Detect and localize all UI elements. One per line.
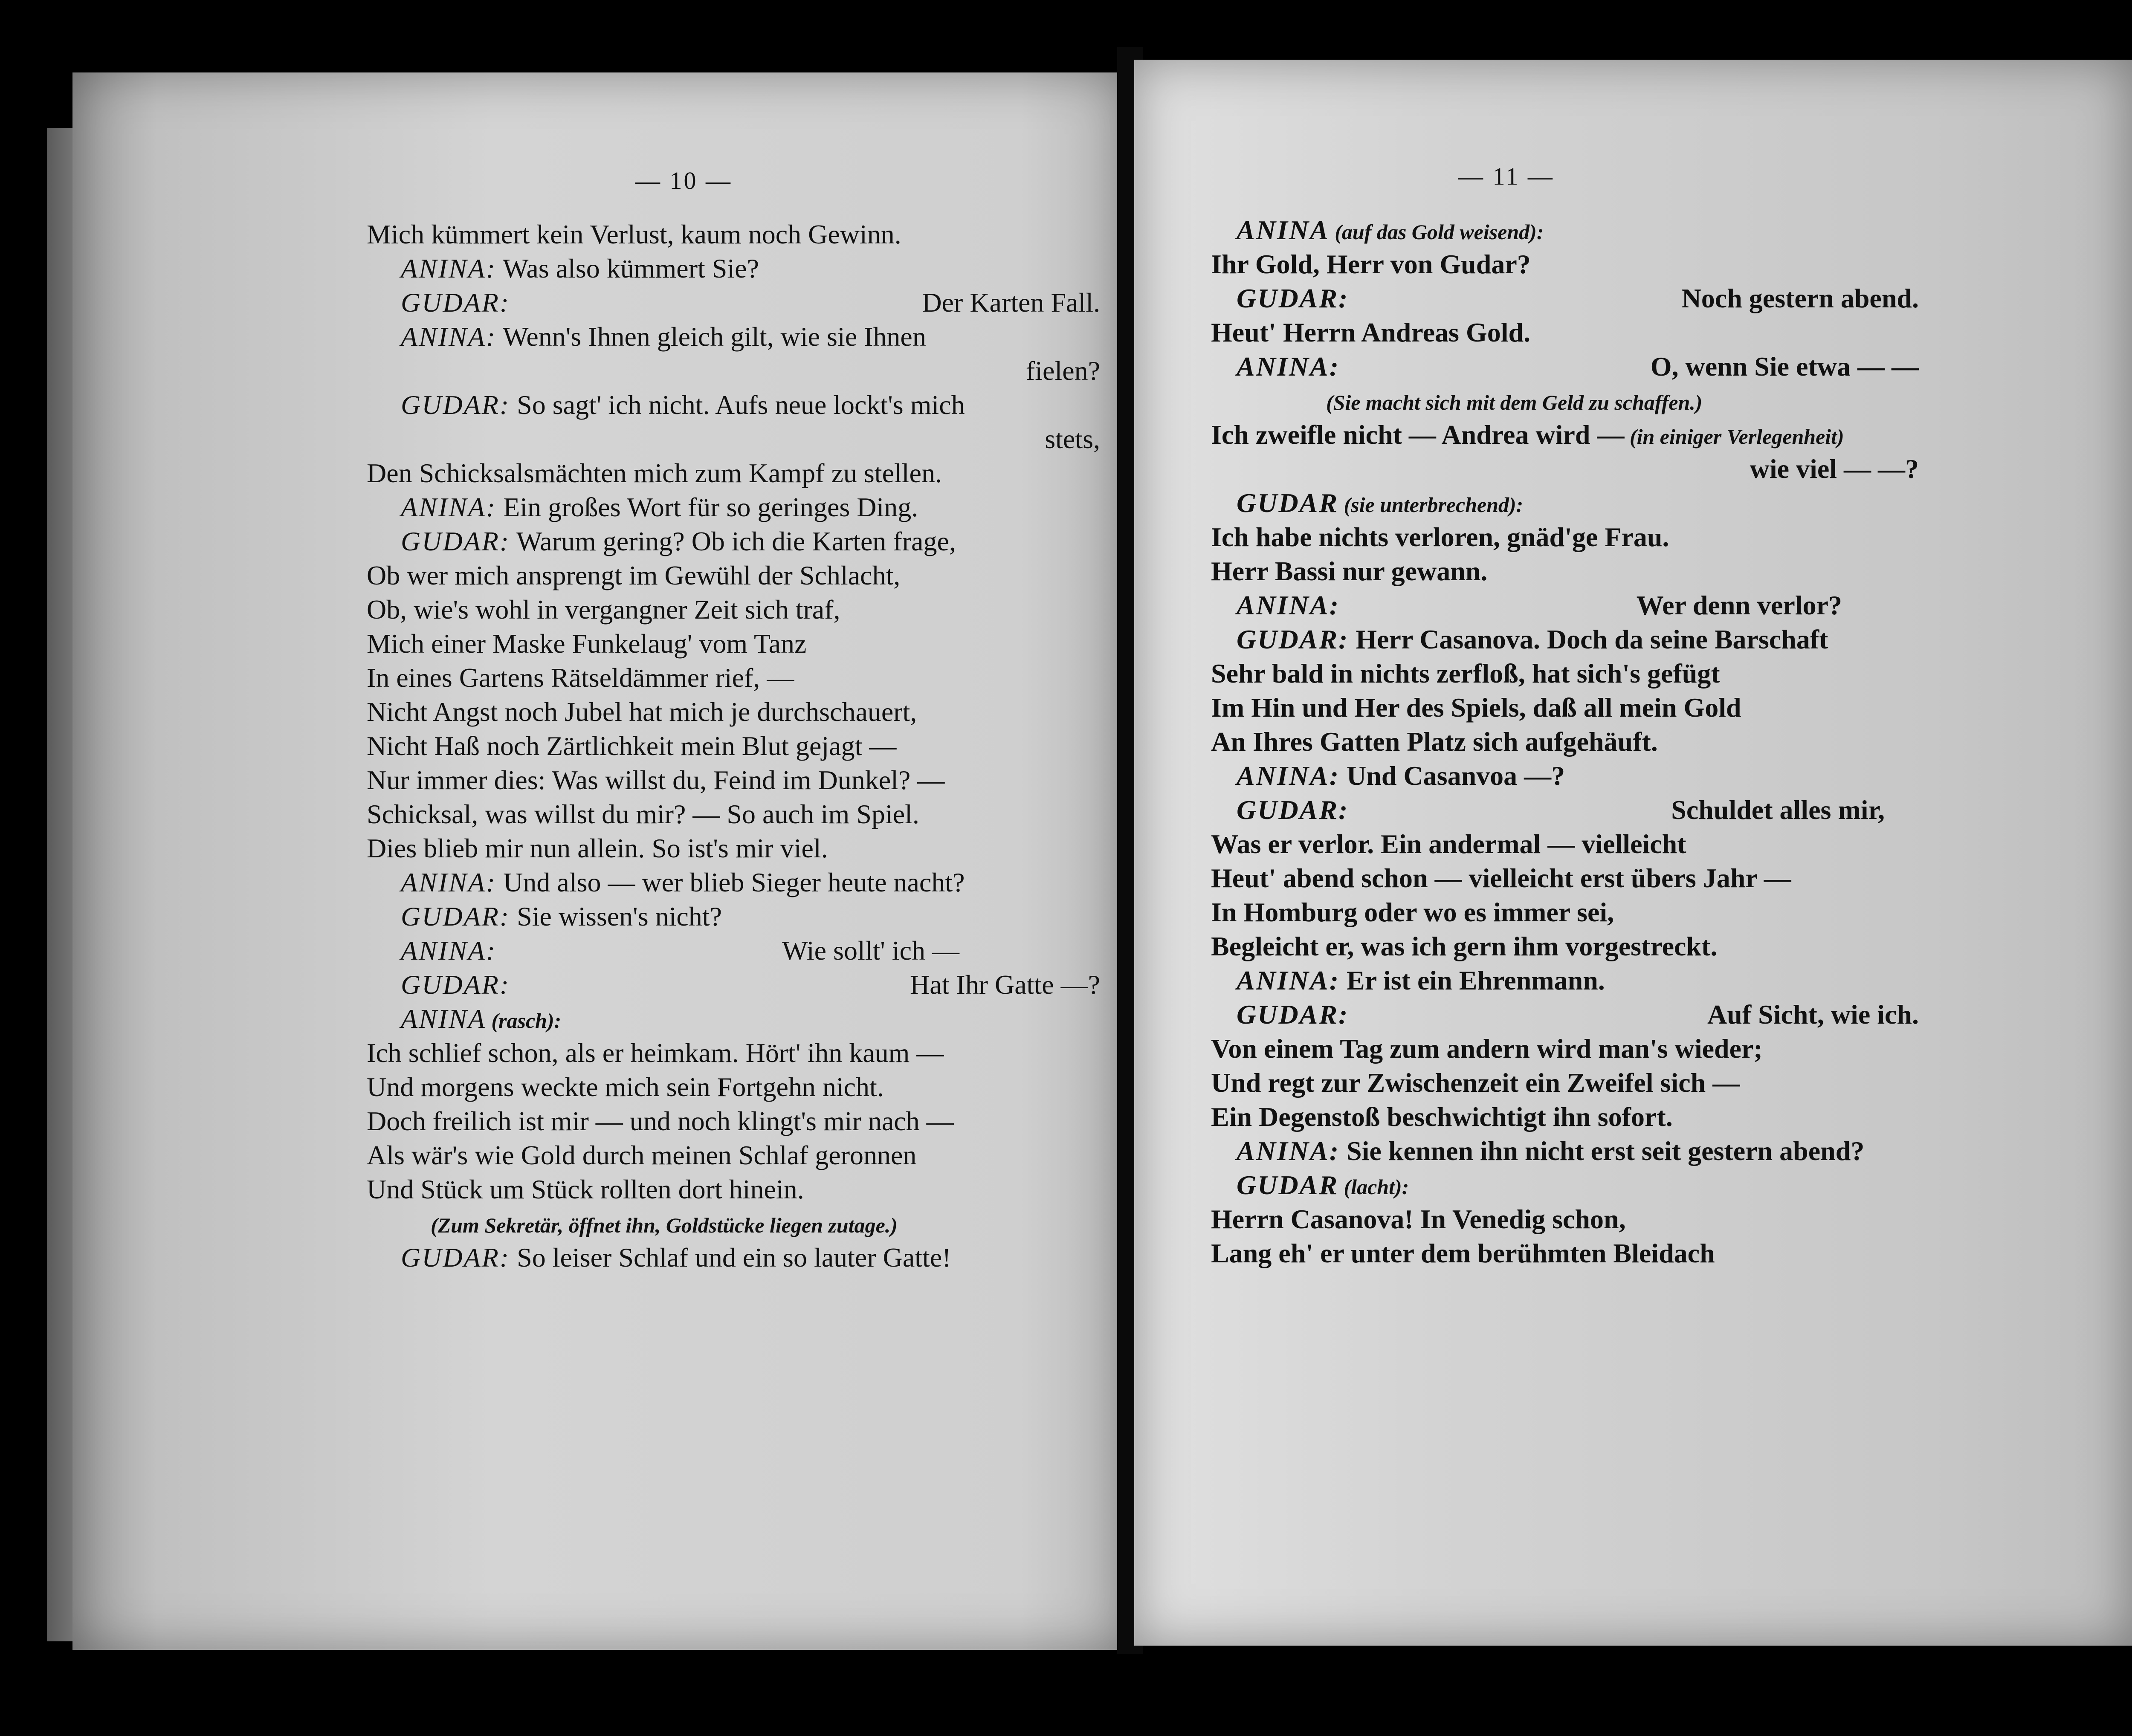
right-page-line (1211, 554, 1919, 588)
left-page-line (367, 763, 1100, 797)
verse-text: Im Hin und Her des Spiels, daß all mein Gold (1211, 692, 1741, 723)
right-page-line (1211, 588, 1919, 622)
verse-text: Ihr Gold, Herr von Gudar? (1211, 249, 1531, 279)
verse-text: Heut' abend schon — vielleicht erst übers Jahr — (1211, 863, 1791, 893)
left-page-line (367, 1172, 1100, 1207)
verse-text: Herrn Casanova! In Venedig schon, (1211, 1204, 1626, 1234)
left-page-number: — 10 — (635, 167, 732, 194)
speaker-name: GUDAR: (1237, 999, 1349, 1030)
verse-text: An Ihres Gatten Platz sich aufgehäuft. (1211, 726, 1658, 757)
right-page-line (1211, 1236, 1919, 1270)
right-page-line (1211, 691, 1919, 725)
right-page-line (1211, 418, 1919, 452)
left-page-line (367, 286, 1100, 320)
right-page-line (1211, 998, 1919, 1032)
dialogue-text: Er ist ein Ehrenmann. (1340, 965, 1605, 995)
left-page-line (367, 217, 1100, 252)
speaker-name: GUDAR: (1237, 283, 1349, 313)
right-aligned-text: O, wenn Sie etwa — — (1650, 351, 1919, 382)
right-aligned-text: Der Karten Fall. (922, 287, 1100, 318)
verse-text: Was er verlor. Ein andermal — vielleicht (1211, 829, 1686, 859)
speaker-name: GUDAR (1237, 1170, 1339, 1200)
verse-text: Ob, wie's wohl in vergangner Zeit sich traf, (367, 594, 840, 625)
left-page-line (367, 1002, 1100, 1036)
right-aligned-text: stets, (1045, 424, 1100, 454)
right-page-line (1211, 1100, 1919, 1134)
right-page-line (1211, 793, 1919, 827)
right-page-line (1211, 452, 1919, 486)
right-aligned-text: Schuldet alles mir, (1671, 795, 1885, 825)
speaker-name: ANINA: (401, 935, 497, 966)
left-page-line (367, 1070, 1100, 1104)
dialogue-text: Und also — wer blieb Sieger heute nacht? (496, 867, 965, 897)
dialogue-text: Wenn's Ihnen gleich gilt, wie sie Ihnen (496, 321, 926, 352)
right-page-line (1211, 350, 1919, 384)
speaker-name: ANINA: (1237, 965, 1340, 995)
speaker-name: GUDAR: (401, 1242, 510, 1273)
right-page-line (1211, 1032, 1919, 1066)
left-page-line (367, 490, 1100, 524)
stage-direction: (rasch): (486, 1009, 562, 1033)
right-page-line (1211, 759, 1919, 793)
right-page-line (1211, 1066, 1919, 1100)
right-aligned-text: Wer denn verlor? (1636, 590, 1842, 620)
right-aligned-text: Hat Ihr Gatte —? (910, 969, 1100, 1000)
right-page-text (1211, 213, 1919, 1270)
speaker-name: ANINA: (1237, 761, 1340, 791)
left-page-line (367, 865, 1100, 900)
left-page-line (367, 934, 1100, 968)
right-aligned-text: fielen? (1025, 356, 1100, 386)
verse-text: Nicht Angst noch Jubel hat mich je durchschauert, (367, 697, 917, 727)
left-page-line (367, 1138, 1100, 1172)
stage-direction: (lacht): (1338, 1175, 1409, 1199)
left-page (72, 72, 1126, 1650)
stage-direction: (in einiger Verlegenheit) (1624, 425, 1844, 448)
left-page-line (367, 422, 1100, 456)
left-page-line (367, 900, 1100, 934)
left-page-line (367, 695, 1100, 729)
verse-text: Begleicht er, was ich gern ihm vorgestreckt. (1211, 931, 1718, 961)
verse-text: In eines Gartens Rätseldämmer rief, — (367, 663, 794, 693)
speaker-name: GUDAR: (401, 969, 510, 1000)
verse-text: Mich kümmert kein Verlust, kaum noch Gewinn. (367, 219, 901, 249)
right-page-line (1211, 1202, 1919, 1236)
left-page-line (367, 388, 1100, 422)
speaker-name: ANINA (1237, 215, 1330, 245)
right-aligned-text: Auf Sicht, wie ich. (1707, 999, 1919, 1030)
left-page-line (367, 1036, 1100, 1070)
verse-text: Ich schlief schon, als er heimkam. Hört' ihn kaum — (367, 1038, 944, 1068)
left-page-line (367, 524, 1100, 558)
right-page-line (1211, 861, 1919, 895)
speaker-name: ANINA: (401, 492, 497, 522)
verse-text: Ich habe nichts verloren, gnäd'ge Frau. (1211, 522, 1669, 552)
speaker-name: ANINA: (401, 867, 497, 897)
right-page-line (1211, 1134, 1919, 1168)
dialogue-text: Sie kennen ihn nicht erst seit gestern abend? (1340, 1136, 1865, 1166)
stage-direction: (Zum Sekretär, öffnet ihn, Goldstücke liegen zutage.) (431, 1213, 898, 1237)
left-page-line (367, 1241, 1100, 1275)
verse-text: Doch freilich ist mir — und noch klingt's mir nach — (367, 1106, 954, 1136)
verse-text: Und regt zur Zwischenzeit ein Zweifel sich — (1211, 1068, 1740, 1098)
stage-direction: (auf das Gold weisend): (1329, 220, 1544, 244)
verse-text: Lang eh' er unter dem berühmten Bleidach (1211, 1238, 1715, 1268)
right-page-number: — 11 — (1458, 162, 1554, 190)
left-page-line (367, 1104, 1100, 1138)
right-page-line (1211, 725, 1919, 759)
verse-text: Und Stück um Stück rollten dort hinein. (367, 1174, 804, 1204)
right-page-line (1211, 963, 1919, 998)
speaker-name: ANINA: (1237, 351, 1340, 382)
left-page-line (367, 558, 1100, 593)
left-page-line (367, 729, 1100, 763)
right-page-line (1211, 1168, 1919, 1202)
verse-text: Ich zweifle nicht — Andrea wird — (1211, 420, 1625, 450)
dialogue-text: Und Casanvoa —? (1340, 761, 1565, 791)
left-page-line (367, 831, 1100, 865)
verse-text: Den Schicksalsmächten mich zum Kampf zu stellen. (367, 458, 942, 488)
right-page-line (1211, 622, 1919, 657)
verse-text: Sehr bald in nichts zerfloß, hat sich's gefügt (1211, 658, 1720, 689)
verse-text: Als wär's wie Gold durch meinen Schlaf geronnen (367, 1140, 917, 1170)
right-page-line (1211, 657, 1919, 691)
verse-text: Dies blieb mir nun allein. So ist's mir viel. (367, 833, 828, 863)
dialogue-text: So sagt' ich nicht. Aufs neue lockt's mich (510, 390, 965, 420)
verse-text: Ob wer mich ansprengt im Gewühl der Schlacht, (367, 560, 901, 590)
speaker-name: ANINA: (1237, 1136, 1340, 1166)
right-page-line (1211, 247, 1919, 281)
speaker-name: GUDAR (1237, 488, 1339, 518)
left-page-line (367, 593, 1100, 627)
right-aligned-text: Wie sollt' ich — (782, 935, 959, 966)
verse-text: Ein Degenstoß beschwichtigt ihn sofort. (1211, 1102, 1673, 1132)
right-page (1134, 60, 2132, 1646)
left-page-text (367, 217, 1100, 1275)
left-page-line (367, 354, 1100, 388)
left-page-line (367, 627, 1100, 661)
left-page-line (367, 797, 1100, 831)
right-page-line (1211, 827, 1919, 861)
right-aligned-text: wie viel — —? (1750, 454, 1919, 484)
speaker-name: ANINA (401, 1004, 486, 1034)
right-page-line (1211, 520, 1919, 554)
speaker-name: GUDAR: (401, 287, 510, 318)
left-page-line (367, 1207, 1100, 1241)
speaker-name: GUDAR: (401, 390, 510, 420)
dialogue-text: Ein großes Wort für so geringes Ding. (496, 492, 918, 522)
speaker-name: ANINA: (401, 321, 497, 352)
dialogue-text: Warum gering? Ob ich die Karten frage, (510, 526, 956, 556)
right-page-line (1211, 315, 1919, 350)
stage-direction: (sie unterbrechend): (1338, 493, 1524, 517)
verse-text: Nur immer dies: Was willst du, Feind im Dunkel? — (367, 765, 945, 795)
right-aligned-text: Noch gestern abend. (1681, 283, 1919, 313)
verse-text: Und morgens weckte mich sein Fortgehn nicht. (367, 1072, 884, 1102)
speaker-name: GUDAR: (401, 526, 510, 556)
right-page-line (1211, 213, 1919, 247)
right-page-line (1211, 486, 1919, 520)
right-page-line (1211, 384, 1919, 418)
verse-text: Heut' Herrn Andreas Gold. (1211, 317, 1531, 347)
dialogue-text: Was also kümmert Sie? (496, 253, 759, 284)
dialogue-text: Herr Casanova. Doch da seine Barschaft (1349, 624, 1828, 654)
verse-text: In Homburg oder wo es immer sei, (1211, 897, 1614, 927)
speaker-name: GUDAR: (1237, 624, 1349, 654)
verse-text: Schicksal, was willst du mir? — So auch im Spiel. (367, 799, 919, 829)
left-page-line (367, 661, 1100, 695)
stage-direction: (Sie macht sich mit dem Geld zu schaffen.) (1326, 391, 1703, 414)
speaker-name: ANINA: (1237, 590, 1340, 620)
verse-text: Herr Bassi nur gewann. (1211, 556, 1488, 586)
speaker-name: GUDAR: (1237, 795, 1349, 825)
left-page-line (367, 968, 1100, 1002)
verse-text: Von einem Tag zum andern wird man's wieder; (1211, 1033, 1763, 1064)
right-page-line (1211, 929, 1919, 963)
left-page-line (367, 252, 1100, 286)
dialogue-text: Sie wissen's nicht? (510, 901, 722, 932)
speaker-name: GUDAR: (401, 901, 510, 932)
verse-text: Mich einer Maske Funkelaug' vom Tanz (367, 628, 807, 659)
speaker-name: ANINA: (401, 253, 497, 284)
right-page-line (1211, 895, 1919, 929)
right-page-line (1211, 281, 1919, 315)
left-page-line (367, 456, 1100, 490)
dialogue-text: So leiser Schlaf und ein so lauter Gatte! (510, 1242, 951, 1273)
verse-text: Nicht Haß noch Zärtlichkeit mein Blut gejagt — (367, 731, 897, 761)
left-page-line (367, 320, 1100, 354)
